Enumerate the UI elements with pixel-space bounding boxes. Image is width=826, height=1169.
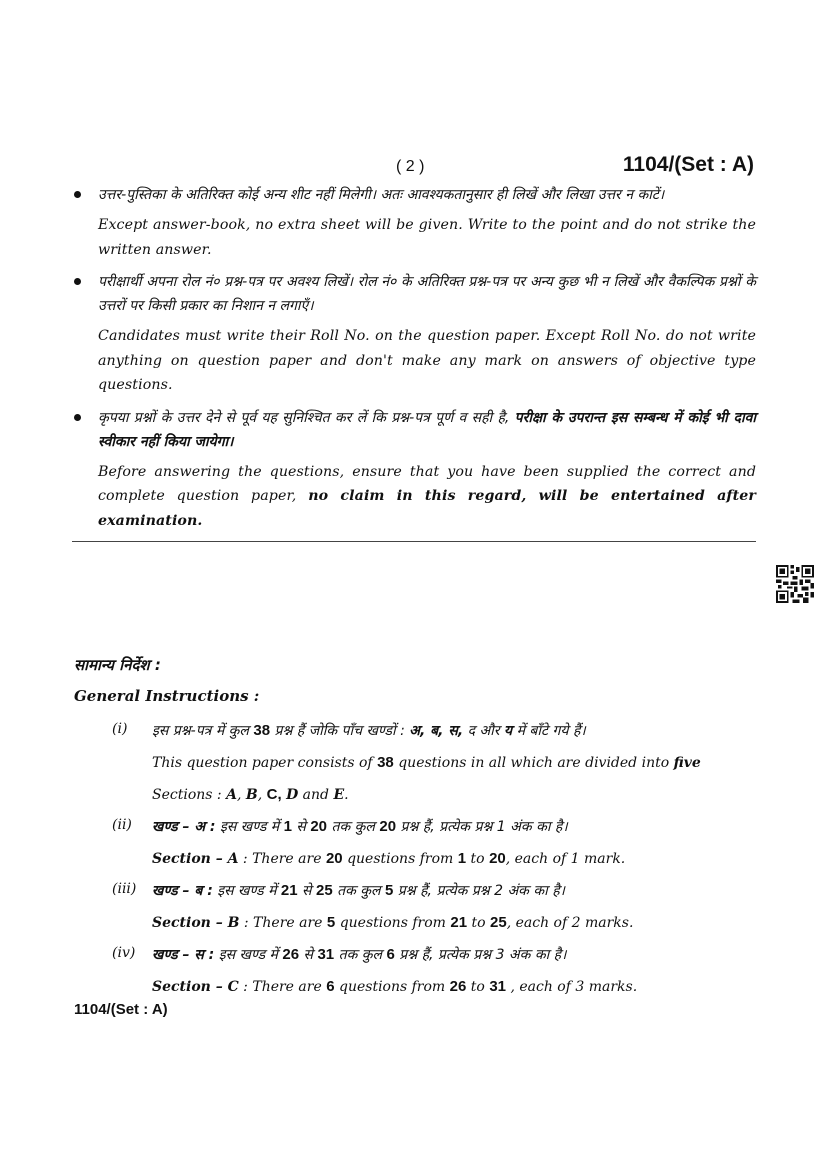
item-hindi [152,939,762,971]
item-number: (iv) [112,945,136,961]
item-english-cont [152,779,762,811]
item-hindi [152,715,762,747]
text: to [467,915,491,931]
text: इस खण्ड में [215,819,284,835]
number: 31 [489,978,507,995]
bullet-icon [74,414,81,421]
instruction-hindi: उत्तर-पुस्तिका के अतिरिक्त कोई अन्य शीट नहीं मिलेगी। अतः आवश्यकतानुसार ही लिखें और लिखा उत्तर न काटें। [98,187,665,203]
instruction-english [98,460,756,534]
section: A [226,787,237,803]
bullet-icon [74,191,81,198]
item-english [152,843,762,875]
instruction-hindi: परीक्षार्थी अपना रोल नं० प्रश्न-पत्र पर अवश्य लिखें। रोल नं० के अतिरिक्त प्रश्न-पत्र पर अन्य कुछ भी न लिखें और वैकल्पिक प्रश्नों के उत्तरों पर किसी प्रकार का निशान न लगाएँ। [98,274,756,314]
text: प्रश्न हैं जोकि पाँच खण्डों : [270,723,410,739]
bullet-icon [74,278,81,285]
text: , each of 3 marks. [506,979,638,995]
text: to [466,979,490,995]
section-label: Section – B [152,915,240,931]
text: to [466,851,490,867]
item-hindi [152,875,762,907]
sections: य [504,723,513,739]
text: तक कुल [327,819,380,835]
item-english [152,971,762,1003]
paper-code-header: 1104/(Set : A) [622,153,754,176]
text: : There are [239,915,327,931]
number: 21 [450,914,468,931]
general-instructions-list [112,715,762,1003]
instruction-item [72,406,756,534]
text: questions from [335,915,451,931]
text: : There are [238,851,326,867]
page-number: ( 2 ) [396,158,425,175]
qr-code-icon [776,565,814,603]
count: 38 [253,722,271,739]
number: 5 [385,882,394,899]
text: में बाँटे गये हैं। [512,723,586,739]
text: से [299,947,318,963]
general-instructions-title-hindi: सामान्य निर्देश : [74,656,161,674]
section: C, [266,786,282,803]
text: , [236,787,246,803]
section-label: खण्ड – अ : [152,819,216,835]
text: प्रश्न हैं, प्रत्येक प्रश्न 2 अंक का है। [393,883,565,899]
text: questions from [342,851,458,867]
section: B [245,787,258,803]
number: 20 [325,850,343,867]
text: से [297,883,316,899]
text: तक कुल [332,883,385,899]
instruction-english: Except answer-book, no extra sheet will be given. Write to the point and do not strike the written answer. [98,217,756,258]
number: 20 [379,818,397,835]
text: इस प्रश्न-पत्र में कुल [152,723,254,739]
text: , each of 1 mark. [505,851,626,867]
number: 31 [317,946,335,963]
section: E [333,787,345,803]
number: 26 [282,946,300,963]
text: से [291,819,311,835]
instruction-english: Candidates must write their Roll No. on the question paper. Except Roll No. do not write anything on question paper and don't make any mark on answers of objective type questions. [98,328,756,393]
item-number: (i) [112,721,128,737]
text: इस खण्ड में [214,947,283,963]
text: questions in all which are divided into [393,755,674,771]
item-number: (ii) [112,817,132,833]
divider [72,541,756,542]
text: and [298,787,334,803]
number: 20 [489,850,506,867]
number: 5 [326,914,336,931]
section: D [286,787,299,803]
number: 6 [326,978,335,995]
text: . [344,787,349,803]
instruction-english-emphasis: no claim in this regard, will be entertained after examination. [98,488,756,529]
item-english [152,907,762,939]
text: , [257,787,267,803]
count: 38 [377,754,394,771]
number: 25 [315,882,333,899]
number: 21 [280,882,298,899]
number: 25 [490,914,507,931]
section-label: खण्ड – ब : [152,883,213,899]
number: 26 [449,978,467,995]
instruction-iii [112,875,762,939]
instruction-hindi-emphasis: परीक्षा के उपरान्त इस सम्बन्ध में कोई भी दावा स्वीकार नहीं किया जायेगा। [98,409,756,450]
general-instructions-title: General Instructions : [74,687,260,705]
text: This question paper consists of [152,755,378,771]
instruction-item [72,270,756,398]
text: Sections : [152,787,227,803]
text: : There are [238,979,327,995]
text: द और [463,723,504,739]
instructions-list [72,183,756,541]
emphasis: five [673,755,701,771]
number: 1 [457,850,467,867]
item-english [152,747,762,779]
instruction-i [112,715,762,811]
instruction-iv [112,939,762,1003]
section-label: Section – A [152,851,239,867]
number: 1 [283,818,292,835]
section-label: Section – C [152,979,239,995]
number: 20 [310,818,328,835]
sections: अ, ब, स, [409,723,464,739]
instruction-hindi-text: कृपया प्रश्नों के उत्तर देने से पूर्व यह सुनिश्चित कर लें कि प्रश्न-पत्र पूर्ण व सही है, [98,409,515,426]
text: तक कुल [334,947,387,963]
instruction-ii [112,811,762,875]
item-number: (iii) [112,881,137,897]
section-label: खण्ड – स : [152,947,215,963]
instruction-item [72,183,756,262]
instruction-english-text: Before answering the questions, ensure that you have been supplied the correct and complete question paper, [98,463,756,504]
item-hindi [152,811,762,843]
instruction-hindi [98,406,756,454]
text: , each of 2 marks. [506,915,634,931]
text: प्रश्न हैं, प्रत्येक प्रश्न 3 अंक का है। [394,947,567,963]
number: 6 [386,946,395,963]
text: questions from [334,979,450,995]
text: इस खण्ड में [212,883,281,899]
paper-code-footer: 1104/(Set : A) [74,1001,168,1018]
text: प्रश्न हैं, प्रत्येक प्रश्न 1 अंक का है। [396,819,568,835]
